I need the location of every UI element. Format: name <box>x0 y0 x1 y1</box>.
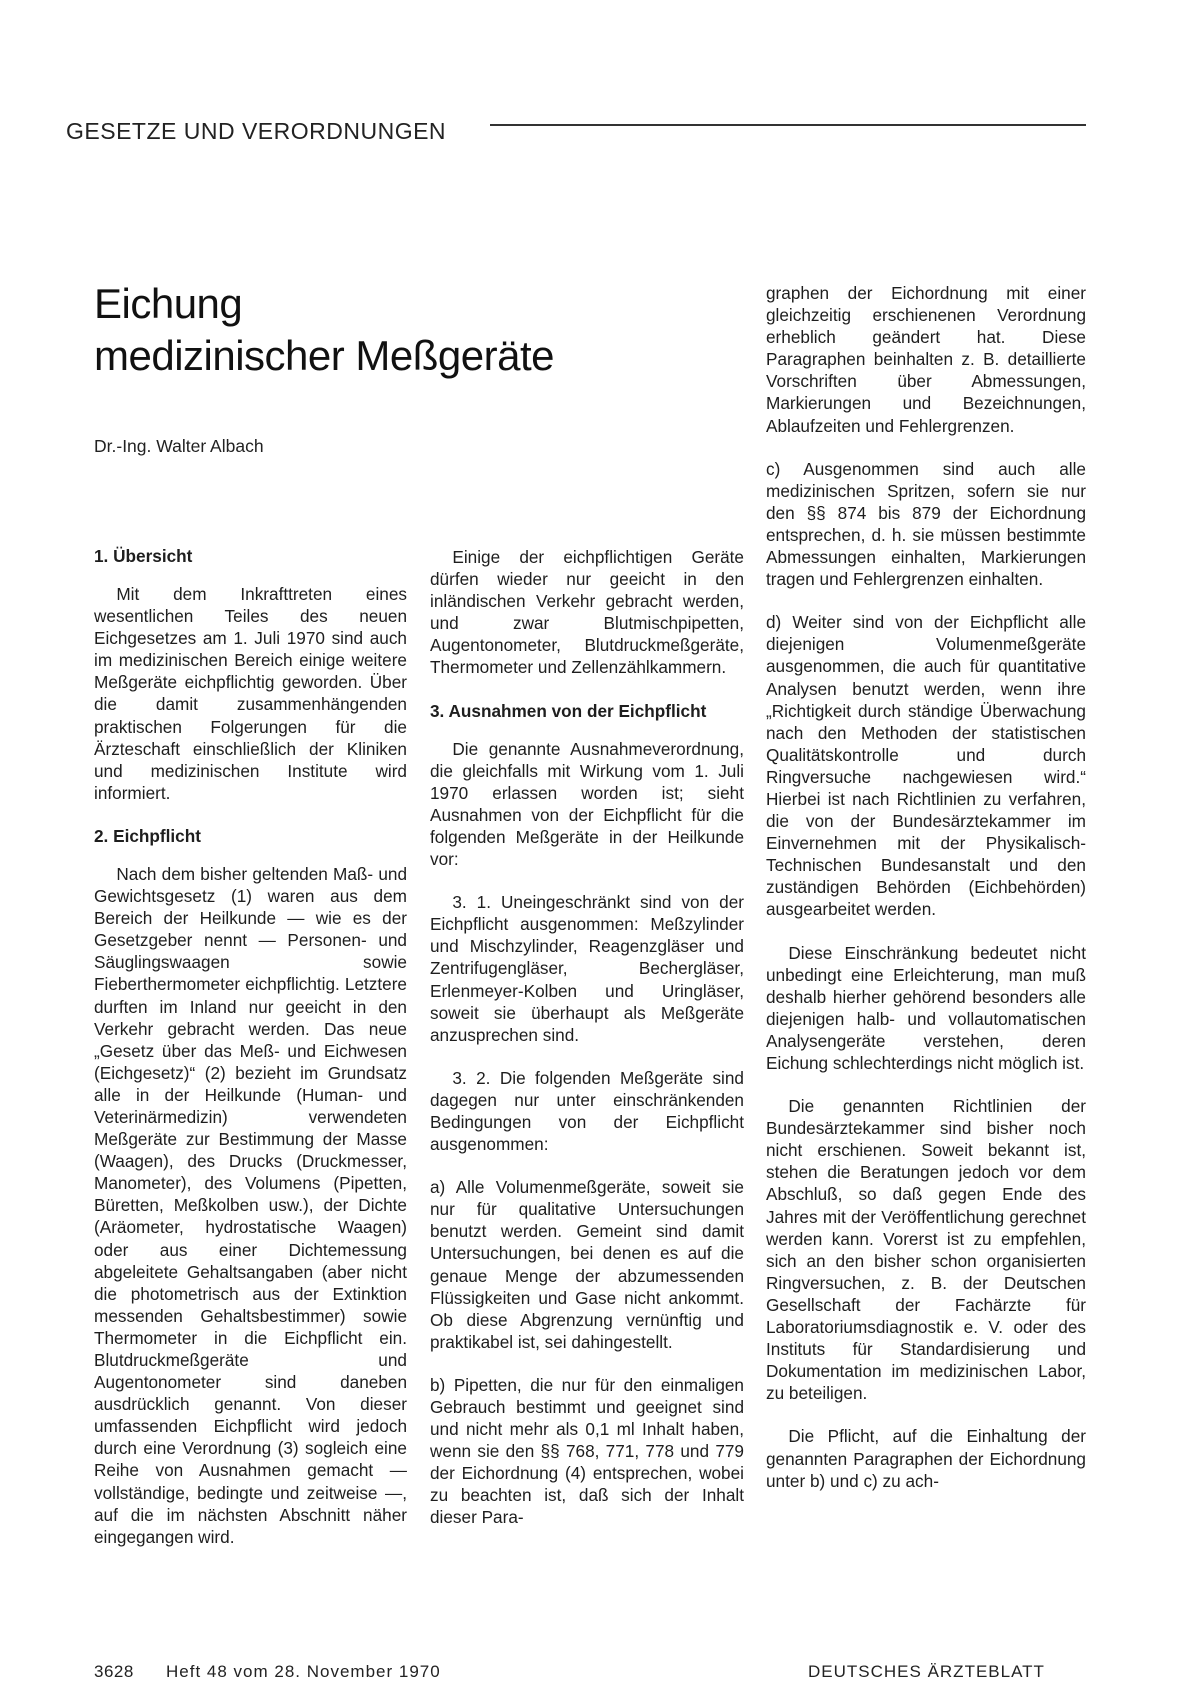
title-line-2: medizinischer Meßgeräte <box>94 332 555 379</box>
heading-ausnahmen: 3. Ausnahmen von der Eichpflicht <box>430 700 707 721</box>
article-author: Dr.-Ing. Walter Albach <box>94 436 264 456</box>
paragraph: Mit dem Inkrafttreten eines wesentlichen Teiles des neuen Eichgesetzes am 1. Juli 1970 sind auch im medizinischen Bereich einige weitere Meßgeräte eichpflichtig geworden. Über die damit zusammenhängenden praktischen Folgerungen für die Ärzteschaft einschließlich der Kliniken und medizinischen Institute wird informiert. <box>94 584 407 803</box>
paragraph: Einige der eichpflichtigen Geräte dürfen wieder nur geeicht in den inländischen Verkehr gebracht werden, und zwar Blutmischpipetten, Augentonometer, Blutdruckmeßgeräte, Thermometer und Zellenzählkammern. <box>430 547 744 678</box>
paragraph: Nach dem bisher geltenden Maß- und Gewichtsgesetz (1) waren aus dem Bereich der Heilkunde — wie es der Gesetzgeber nennt — Personen- und Säuglingswaagen sowie Fieberthermometer eichpflichtig. Letztere durften im Inland nur geeicht in den Verkehr gebracht werden. Das neue „Gesetz über das Meß- und Eichwesen (Eichgesetz)“ (2) bezieht im Grundsatz alle in der Heilkunde (Human- und Veterinärmedizin) verwendeten Meßgeräte zur Bestimmung der Masse (Waagen), des Drucks (Druckmesser, Manometer), des Volumens (Pipetten, Büretten, Meßkolben usw.), der Dichte (Aräometer, hydrostatische Waagen) oder aus einer Dichtemessung abgeleitete Gehaltsangaben (aber nicht die photometrisch aus der Extinktion messenden Gehaltsbestimmer) sowie Thermometer in die Eichpflicht ein. Blutdruckmeßgeräte und Augentonometer sind daneben ausdrücklich genannt. Von dieser umfassenden Eichpflicht wird jedoch durch eine Verordnung (3) sogleich eine Reihe von Ausnahmen gemacht — vollständige, bedingte und zeitweise —, auf die im nächsten Abschnitt näher eingegangen wird. <box>94 863 407 1547</box>
page-number: 3628 <box>94 1662 134 1681</box>
paragraph: Die genannten Richtlinien der Bundesärztekammer sind bisher noch nicht erschienen. Soweit bekannt ist, stehen die Beratungen jedoch vor dem Abschluß, so daß gegen Ende des Jahres mit der Veröffentlichung gerechnet werden kann. Vorerst ist zu empfehlen, sich an den bisher schon organisierten Ringversuchen, z. B. der Deutschen Gesellschaft der Fachärzte für Laboratoriumsdiagnostik e. V. oder des Instituts für Standardisierung und Dokumentation im medizinischen Labor, zu beteiligen. <box>766 1096 1086 1404</box>
paragraph: b) Pipetten, die nur für den einmaligen Gebrauch bestimmt und geeignet sind und nicht mehr als 0,1 ml Inhalt haben, wenn sie den §§ 768, 771, 778 und 779 der Eichordnung (4) entsprechen, wobei zu beachten ist, daß sich der Inhalt dieser Para- <box>430 1374 744 1528</box>
paragraph: 3. 2. Die folgenden Meßgeräte sind dagegen nur unter einschränkenden Bedingungen von der Eichpflicht ausgenommen: <box>430 1067 744 1155</box>
paragraph: Die Pflicht, auf die Einhaltung der genannten Paragraphen der Eichordnung unter b) und c) zu ach- <box>766 1426 1086 1491</box>
paragraph: Diese Einschränkung bedeutet nicht unbedingt eine Erleichterung, man muß deshalb hierher gehörend besonders alle diejenigen halb- und vollautomatischen Analysengeräte verstehen, deren Eichung schlechterdings nicht möglich ist. <box>766 942 1086 1073</box>
title-line-1: Eichung <box>94 280 243 327</box>
heading-uebersicht: 1. Übersicht <box>94 546 193 566</box>
header-rule <box>490 124 1086 126</box>
paragraph: 3. 1. Uneingeschränkt sind von der Eichpflicht ausgenommen: Meßzylinder und Mischzylinder, Reagenzgläser und Zentrifugengläser, Bechergläser, Erlenmeyer-Kolben und Uringläser, soweit sie überhaupt als Meßgeräte anzusprechen sind. <box>430 892 744 1045</box>
paragraph: c) Ausgenommen sind auch alle medizinischen Spritzen, sofern sie nur den §§ 874 bis 879 der Eichordnung entsprechen, d. h. sie müssen bestimmte Abmessungen einhalten, Markierungen tragen und Fehlergrenzen einhalten. <box>766 458 1086 590</box>
column-3 <box>766 282 1086 1513</box>
column-2 <box>430 546 744 1550</box>
paragraph: d) Weiter sind von der Eichpflicht alle diejenigen Volumenmeßgeräte ausgenommen, die auch für quantitative Analysen benutzt werden, wenn ihre „Richtigkeit durch ständige Überwachung nach den Methoden der statistischen Qualitätskontrolle und durch Ringversuche nachgewiesen wird.“ Hierbei ist nach Richtlinien zu verfahren, die von der Bundesärztekammer im Einvernehmen mit der Physikalisch-Technischen Bundesanstalt und den zuständigen Behörden (Eichbehörden) ausgearbeitet werden. <box>766 612 1086 920</box>
column-1 <box>94 545 407 1569</box>
paragraph: graphen der Eichordnung mit einer gleichzeitig erschienenen Verordnung erheblich geändert hat. Diese Paragraphen beinhalten z. B. detaillierte Vorschriften über Abmessungen, Markierungen und Bezeichnungen, Ablaufzeiten und Fehlergrenzen. <box>766 283 1086 436</box>
heading-eichpflicht: 2. Eichpflicht <box>94 825 201 846</box>
section-header: GESETZE UND VERORDNUNGEN <box>66 118 447 144</box>
paragraph: Die genannte Ausnahmeverordnung, die gleichfalls mit Wirkung vom 1. Juli 1970 erlassen worden ist; sieht Ausnahmen von der Eichpflicht für die folgenden Meßgeräte in der Heilkunde vor: <box>430 738 744 870</box>
article-title <box>94 278 554 382</box>
journal-name: DEUTSCHES ÄRZTEBLATT <box>808 1662 1045 1681</box>
paragraph: a) Alle Volumenmeßgeräte, soweit sie nur für qualitative Untersuchungen benutzt werden. Gemeint sind damit Untersuchungen, bei denen es auf die genaue Menge der abzumessenden Flüssigkeiten und Gase nicht ankommt. Ob diese Abgrenzung vernünftig und praktikabel ist, sei dahingestellt. <box>430 1177 744 1352</box>
issue-info: Heft 48 vom 28. November 1970 <box>166 1662 441 1681</box>
